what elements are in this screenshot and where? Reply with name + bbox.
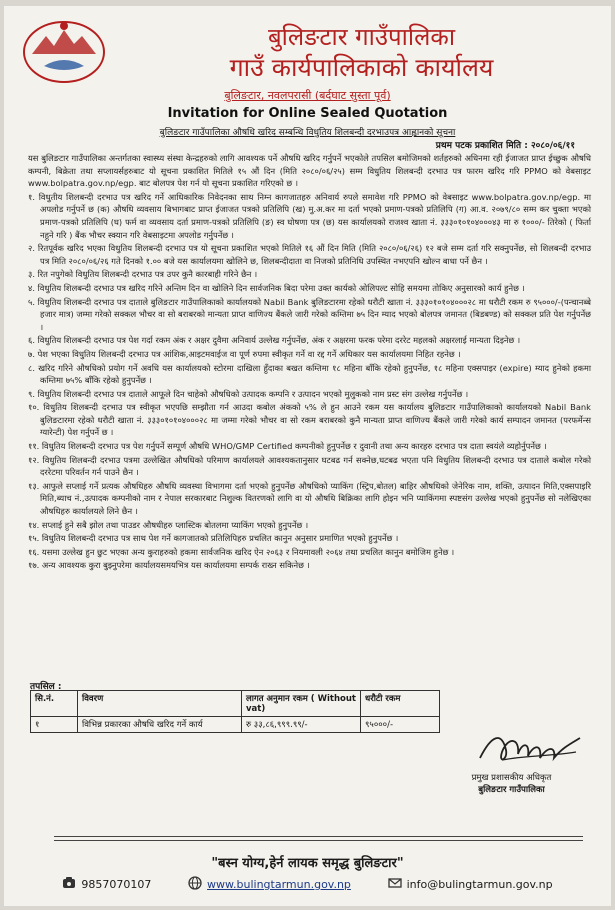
list-item: ४. विधुतिय शिलबन्दी दरभाउ पत्र खरिद गरिने अन्तिम दिन वा खोलिने दिन सार्वजनिक बिदा परेमा उक्त कार्यको ओलिपल्ट सोहि समयमा तोकिए अनुसारको कार्य हुनेछ । (28, 282, 525, 293)
list-item: ३. रित नपुगेको विधुतिय शिलबन्दी दरभाउ पत्र उपर कुनै कारबाही गरिने छैन । (28, 269, 258, 280)
list-item: ८. खरिद गरिने औषधिको प्रयोग गर्ने अवधि यस कार्यालयको स्टोरमा दाखिला हुँदाका बखत कम्तिमा १८ महिना बाँकि रहेको हुनुपर्नेछ, १८ महिना एक्सपाइर (expire) म्याद हुनेको हकमा कम्तिमा ७५% बाँकि रहेको हुनुपर्नेछ । (28, 362, 591, 386)
globe-icon (188, 876, 202, 890)
list-item: ९. विधुतिय शिलबन्दी दरभाउ पत्र दाताले आफूले दिन चाहेको औषधिको उत्पादक कम्पनि र उत्पादन भएको मुलुकको नाम प्रस्ट संग उल्लेख गर्नुपर्नेछ । (28, 388, 469, 399)
table-row (31, 717, 440, 733)
header-deposit: धरौटी रकम (361, 691, 440, 717)
cost-table (30, 690, 440, 733)
header-estimate: लागत अनुमान रकम ( Without vat) (242, 691, 361, 717)
footer-divider-top (54, 836, 583, 837)
list-item: ११. विधुतिय शिलबन्दी दरभाउ पत्र पेश गर्नुपर्ने सम्पूर्ण औषधि WHO/GMP Certified कम्पनीको हुनुपर्नेछ र दुवानी तथा अन्य कारहरु दरभाउ पत्र दाता स्वयंले व्यहोर्नुपर्नेछ । (28, 441, 547, 452)
office-name: गाउँ कार्यपालिकाको कार्यालय (229, 53, 494, 82)
list-item: १४. सप्लाई हुने सबै झोल तथा पाउडर औषधीहरु प्लास्टिक बोतलमा प्याकिंग भएको हुनुपर्नेछ । (28, 519, 309, 530)
cell-estimate: रु ३३,८६,९९९.९९/- (242, 717, 361, 733)
footer-contacts (4, 876, 611, 891)
cell-deposit: ९५०००/- (361, 717, 440, 733)
cell-sn: १ (31, 717, 78, 733)
email-icon (388, 876, 402, 890)
phone-icon (62, 876, 76, 890)
list-item: १. विधुतीय शिलबन्दी दरभाउ पत्र खरिद गर्ने आधिकारिक निवेदनका साथ निम्न कागजातहरु अनिवार्य रुपले समावेश गरि PPMO को वेबसाइट www.bolpatra.gov.np/egp. मा अपलोड गर्नुपर्ने छ (क) औषधि व्यवसाय बिभागबाट प्राप्त ईजाजत पत्रको प्रतिलिपि (ख) मु.अ.कर मा दर्ता भएको प्रमाण-पत्रको प्रतिलिपि (ग) आ.व. २०७९/८० सम्म कर चुक्ता भएको प्रमाण-पत्रको प्रतिलिपि (घ) फर्म वा व्यवसाय दर्ता प्रमाण-पत्रको प्रतिलिपि (ङ) स्व घोषणा पत्र (छ) यस कार्यालयको राजश्व खाता नं. ३३३०१०१०४०००४३ मा रु १०००/- तिरेको ( फिर्ता नहुने गरि ) बैंक भौचर स्क्यान गरि वेबसाइटमा अपलोड गर्नुपर्नेछ । (28, 191, 591, 240)
notice-title-np: बुलिङटार गाउँपालिका औषधि खरिद सम्बन्धि विधुतिय शिलबन्दी दरभाउपत्र आह्वानको सूचना (159, 128, 456, 138)
notice-title-en: Invitation for Online Sealed Quotation (167, 106, 448, 121)
website-link[interactable]: www.bulingtarmun.gov.np (207, 878, 351, 891)
list-item: ६. विधुतिय शिलबन्दी दरभाउ पत्र पेश गर्दा रकम अंक र अक्षर दुवैमा अनिवार्य उल्लेख गर्नुपर्नेछ, अंक र अक्षरमा फरक परेमा दररेट महलको अक्षरलाई मान्यता दिइनेछ । (28, 335, 521, 346)
list-item: १६. यसमा उल्लेख हुन छुट भएका अन्य कुराहरुको हकमा सार्वजनिक खरिद ऐन २०६३ र नियमावली २०६४ तथा प्रचलित कानुन बमोजिम हुनेछ । (28, 546, 455, 557)
notice-body (28, 152, 591, 573)
municipality-name: बुलिङटार गाउँपालिका (267, 23, 456, 51)
cell-description: विभिन्न प्रकारका औषधि खरिद गर्ने कार्य (78, 717, 242, 733)
phone-number: 9857070107 (81, 878, 152, 891)
email-contact (388, 876, 553, 891)
intro-paragraph: यस बुलिङटार गाउँपालिका अन्तर्गतका स्वास्थ्य संस्था केन्द्रहरुको लागि आवश्यक पर्ने औषधि खरिद गर्नुपर्ने भएकोले तपसिल बमोजिमको शर्तहरुको अधिनमा रही ईजाजत प्राप्त ईच्छुक औषधि कम्पनी, बिक्रेता तथा सप्लायर्सहरुबाट यो सूचना प्रकाशित मितिले १५ औं दिन (मिति २०८०/०६/२५) सम्म विधुतिय शिलबन्दी दरभाउ पत्र फारम खरिद गरि PPMO को वेबसाइट www.bolpatra.gov.np/egp. बाट बोलपत्र पेश गर्न यो सूचना प्रकाशित गरिएको छ । (28, 153, 591, 189)
footer-slogan: "बस्न योग्य,हेर्न लायक समृद्ध बुलिङटार" (211, 856, 404, 871)
list-item: १५. विधुतिय शिलबन्दी दरभाउ पत्र साथ पेश गर्ने कागजातको प्रतिलिपिहरु प्रचलित कानुन अनुसार प्रमाणित भएको हुनुपर्नेछ । (28, 533, 399, 544)
table-label: तपसिल : (30, 682, 62, 692)
email-address[interactable]: info@bulingtarmun.gov.np (406, 878, 553, 891)
signature-image (472, 724, 587, 772)
list-item: १३. आफुले सप्लाई गर्ने प्रत्यक औषधिहरु औषधि व्यवस्था विभागमा दर्ता भएको हुनुपर्नेछ औषधिको प्याकिंग (स्ट्रिप,बोतल) बाहिर औषधिको जेनेरिक नाम, शक्ति, उत्पादन मिति,एक्सपाइरि मिति,ब्याच नं.,उत्पादक कम्पनीको नाम र नेपाल सरकारबाट निशुल्क वितरणको लागि वा यो औषधि बिक्रिका लागि होइन भनि प्याकिंगमा स्पष्टसंग उल्लेख भएको हुनुपर्नेछ सो नलेखिएका औषधिहरु कार्यालयले लिने छैन । (28, 480, 591, 517)
office-address: बुलिङटार, नवलपरासी (बर्दघाट सुस्ता पूर्व) (224, 89, 391, 102)
list-item: १२. विधुतिय शिलबन्दी दरभाउ पत्रमा उल्लेखित औषधिको परिमाण कार्यालयले आवश्यकतानुसार घटबढ गर्न सक्नेछ,घटबढ भएता पनि विधुतिय शिलबन्दी दरभाउ पत्र दाताले कबोल गरेको दररेटमा परिवर्तन गर्न पाउने छैन । (28, 454, 591, 478)
nepal-emblem-icon (18, 14, 110, 86)
signatory-title: प्रमुख प्रशासकीय अधिकृत (471, 773, 552, 783)
publish-date: प्रथम पटक प्रकाशित मिति : २०८०/०६/११ (435, 141, 575, 151)
header-description: विवरण (78, 691, 242, 717)
list-item: ७. पेश भएका विधुतिय शिलबन्दी दरभाउ पत्र आंशिक,आइटमवाईज वा पूर्ण रुपमा स्वीकृत गर्ने वा रद्द गर्ने अधिकार यस कार्यालयमा निहित रहनेछ । (28, 348, 461, 359)
list-item: ५. विधुतिय शिलबन्दी दरभाउ पत्र दाताले बुलिङटार गाउँपालिकाको कार्यालयको Nabil Bank बुलिङटारमा रहेको धरौटी खाता नं. ३३३०१०१०४०००२८ मा धरौटी रकम रु ९५०००/-(पन्चानब्बे हजार मात्र) जम्मा गरेको सक्कल भौचर वा सो बराबरको मान्यता प्राप्त वाणिज्य बैंकले जारी गरेको कम्तिमा ७५ दिन म्याद भएको बोलपत्र जमानत (बिडबण्ड) को सक्कल प्रति पेश गर्नुपर्नेछ । (28, 296, 591, 332)
notice-document (4, 6, 611, 906)
table-header-row (31, 691, 440, 717)
list-item: १७. अन्य आवश्यक कुरा बुझ्नुपरेमा कार्यालयसमयभित्र यस कार्यालयमा सम्पर्क राख्न सकिनेछ । (28, 560, 310, 571)
footer-divider-bottom (54, 840, 583, 841)
website-contact (188, 876, 351, 891)
header-sn: सि.नं. (31, 691, 78, 717)
list-item: २. रितपूर्वक खरिद भएका विधुतिय शिलबन्दी दरभाउ पत्र यो सूचना प्रकाशित भएको मितिले १६ औं दिन मिति (मिति २०८०/०६/२६) १२ बजे सम्म दर्ता गरि सक्नुपर्नेछ, सो शिलबन्दी दरभाउ पत्र मिति २०८०/०६/२६ गते दिनको १.०० बजे यस कार्यालयमा खोलिने छ, शिलबन्दीदाता वा निजको प्रतिनिधि उपस्थित नभएपनि खोल्न बाधा पर्ने छैन । (28, 243, 591, 266)
signatory-office: बुलिङटार गाउँपालिका (478, 785, 545, 795)
list-item: १०. विधुतिय शिलबन्दी दरभाउ पत्र स्वीकृत भएपछि सम्झौता गर्न आउदा कबोल अंकको ५% ले हुन आउने रकम यस कार्यालय बुलिङटार गाउँपालिकाको कार्यालयको Nabil Bank बुलिङटारमा रहेको धरौटी खाता नं. ३३३०१०१०४०००२८ मा जम्मा गरेको भौचर वा सो रकम बराबरको कुनै मान्यता प्राप्त वाणिज्य बैंकले जारी गरेको कार्य सम्पादन जमानत (परफर्मेन्स ग्यारेन्टी) पेश गर्नुपर्ने छ । (28, 402, 591, 438)
phone-contact (62, 876, 151, 891)
